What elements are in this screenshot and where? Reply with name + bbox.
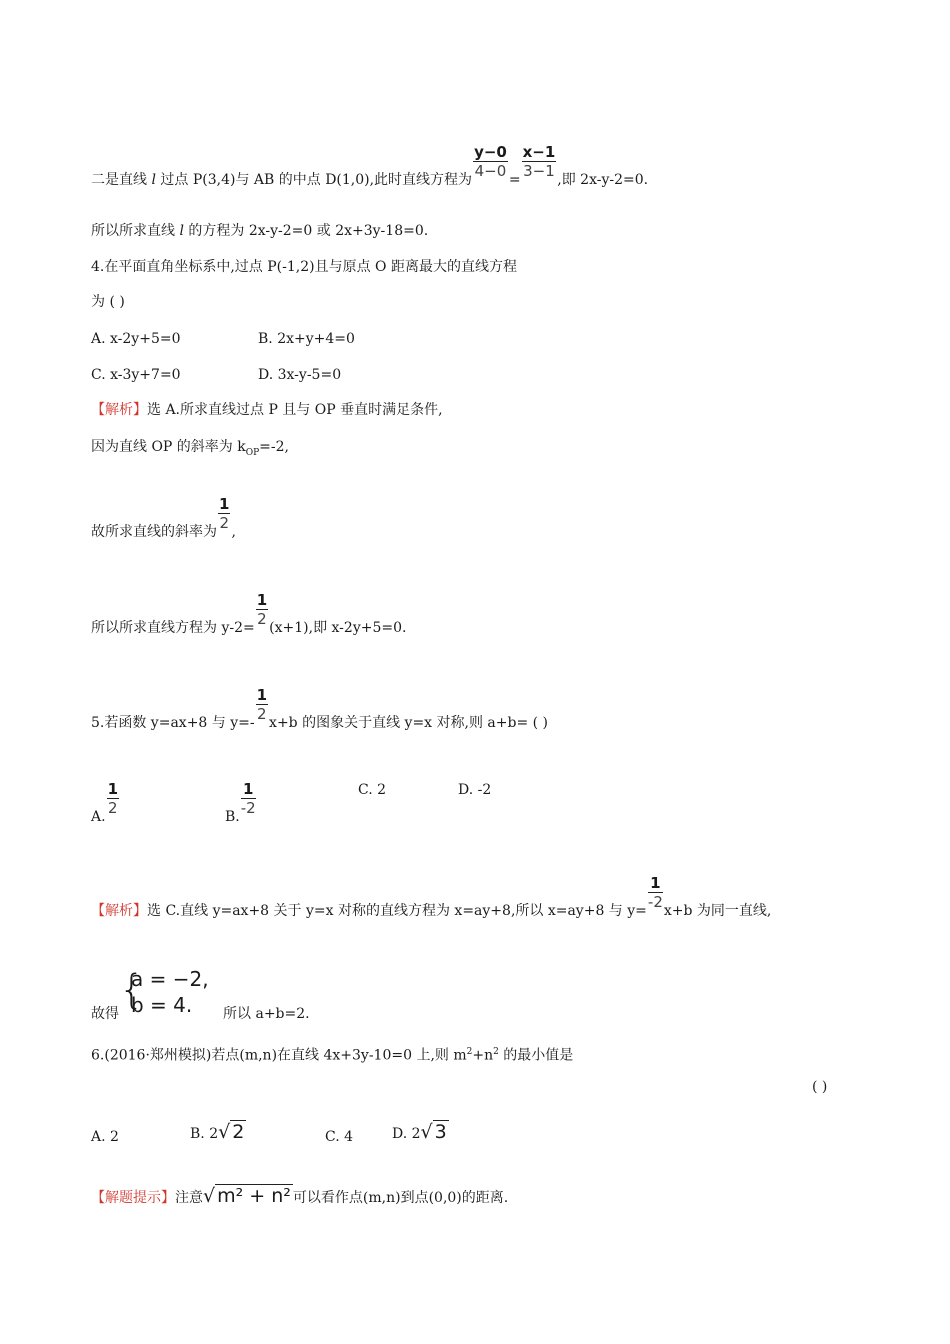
question-6-stem: 6.(2016·郑州模拟)若点(m,n)在直线 4x+3y-10=0 上,则 $m^2+n^2$ 的最小值是: [91, 1047, 574, 1064]
q6-option-d: D. 2√ 3: [392, 1121, 447, 1143]
q6-answer-paren: ( ): [812, 1079, 828, 1095]
q4-option-c: C. x-3y+7=0: [91, 367, 181, 383]
q4-solution-2: 因为直线 OP 的斜率为 $k_{OP}=-2$,: [91, 439, 289, 458]
sqrt-symbol: √ 2: [218, 1121, 245, 1143]
sqrt-symbol: √ 3: [420, 1121, 447, 1143]
q5-option-d: D. -2: [458, 782, 492, 798]
equation-system: { a = −2, b = 4.: [119, 967, 209, 1017]
analysis-tag: 【解析】: [91, 402, 147, 418]
q4-solution-3: 故所求直线的斜率为 $\frac{1}{2}$ ,: [91, 495, 236, 540]
question-4-stem-cont: 为 ( ): [91, 294, 125, 310]
equals-sign: =: [508, 172, 521, 188]
fraction-neg-half: $\frac{1}{2}$: [256, 686, 268, 723]
solution-line-1: [91, 143, 648, 190]
q5-option-c: C. 2: [358, 782, 387, 798]
fraction-half: $\frac{1}{2}$: [256, 591, 268, 628]
text: 二是直线: [91, 172, 152, 188]
q5-solution-2: 故得 { a = −2, b = 4. 所以 a+b=2.: [91, 967, 310, 1022]
q4-solution-1: 【解析】选 A.所求直线过点 P 且与 OP 垂直时满足条件,: [91, 402, 443, 418]
hint-tag: 【解题提示】: [91, 1190, 175, 1206]
fraction-y: $\frac{y-0}{4-0}$: [474, 143, 507, 180]
fraction-half: $\frac{1}{2}$: [219, 495, 230, 532]
q4-option-a: A. x-2y+5=0: [91, 331, 181, 347]
q6-option-a: A. 2: [91, 1129, 119, 1145]
question-4-stem: 4.在平面直角坐标系中,过点 P(-1,2)且与原点 O 距离最大的直线方程: [91, 259, 517, 275]
italic-l: l: [151, 172, 156, 188]
q6-hint: 【解题提示】注意√ m² + n² 可以看作点(m,n)到点(0,0)的距离.: [91, 1185, 509, 1207]
solution-line-2: 所以所求直线 l 的方程为 2x-y-2=0 或 2x+3y-18=0.: [91, 223, 429, 239]
q5-option-b: B. $\frac{1}{-2}$: [225, 780, 256, 825]
text: ,即 2x-y-2=0.: [557, 172, 649, 188]
q4-solution-4: 所以所求直线方程为 y-2= $\frac{1}{2}$ (x+1),即 x-2y+5=0.: [91, 591, 407, 636]
fraction-x: $\frac{x-1}{3-1}$: [522, 143, 556, 180]
question-5-stem: 5.若函数 y=ax+8 与 y=- $\frac{1}{2}$ x+b 的图象关于直线 y=x 对称,则 a+b= ( ): [91, 686, 549, 731]
q5-solution-1: 【解析】选 C.直线 y=ax+8 关于 y=x 对称的直线方程为 x=ay+8,所以 x=ay+8 与 y= $\frac{1}{-2}$ x+b 为同一直线,: [91, 874, 772, 919]
q4-option-b: B. 2x+y+4=0: [258, 331, 355, 347]
text: 过点 P(3,4)与 AB 的中点 D(1,0),此时直线方程为: [155, 172, 473, 188]
q4-option-d: D. 3x-y-5=0: [258, 367, 342, 383]
q5-option-a: A. $\frac{1}{2}$: [91, 780, 118, 825]
q6-option-c: C. 4: [325, 1129, 354, 1145]
sqrt-symbol: √ m² + n²: [203, 1185, 291, 1207]
q6-option-b: B. 2√ 2: [190, 1121, 245, 1143]
